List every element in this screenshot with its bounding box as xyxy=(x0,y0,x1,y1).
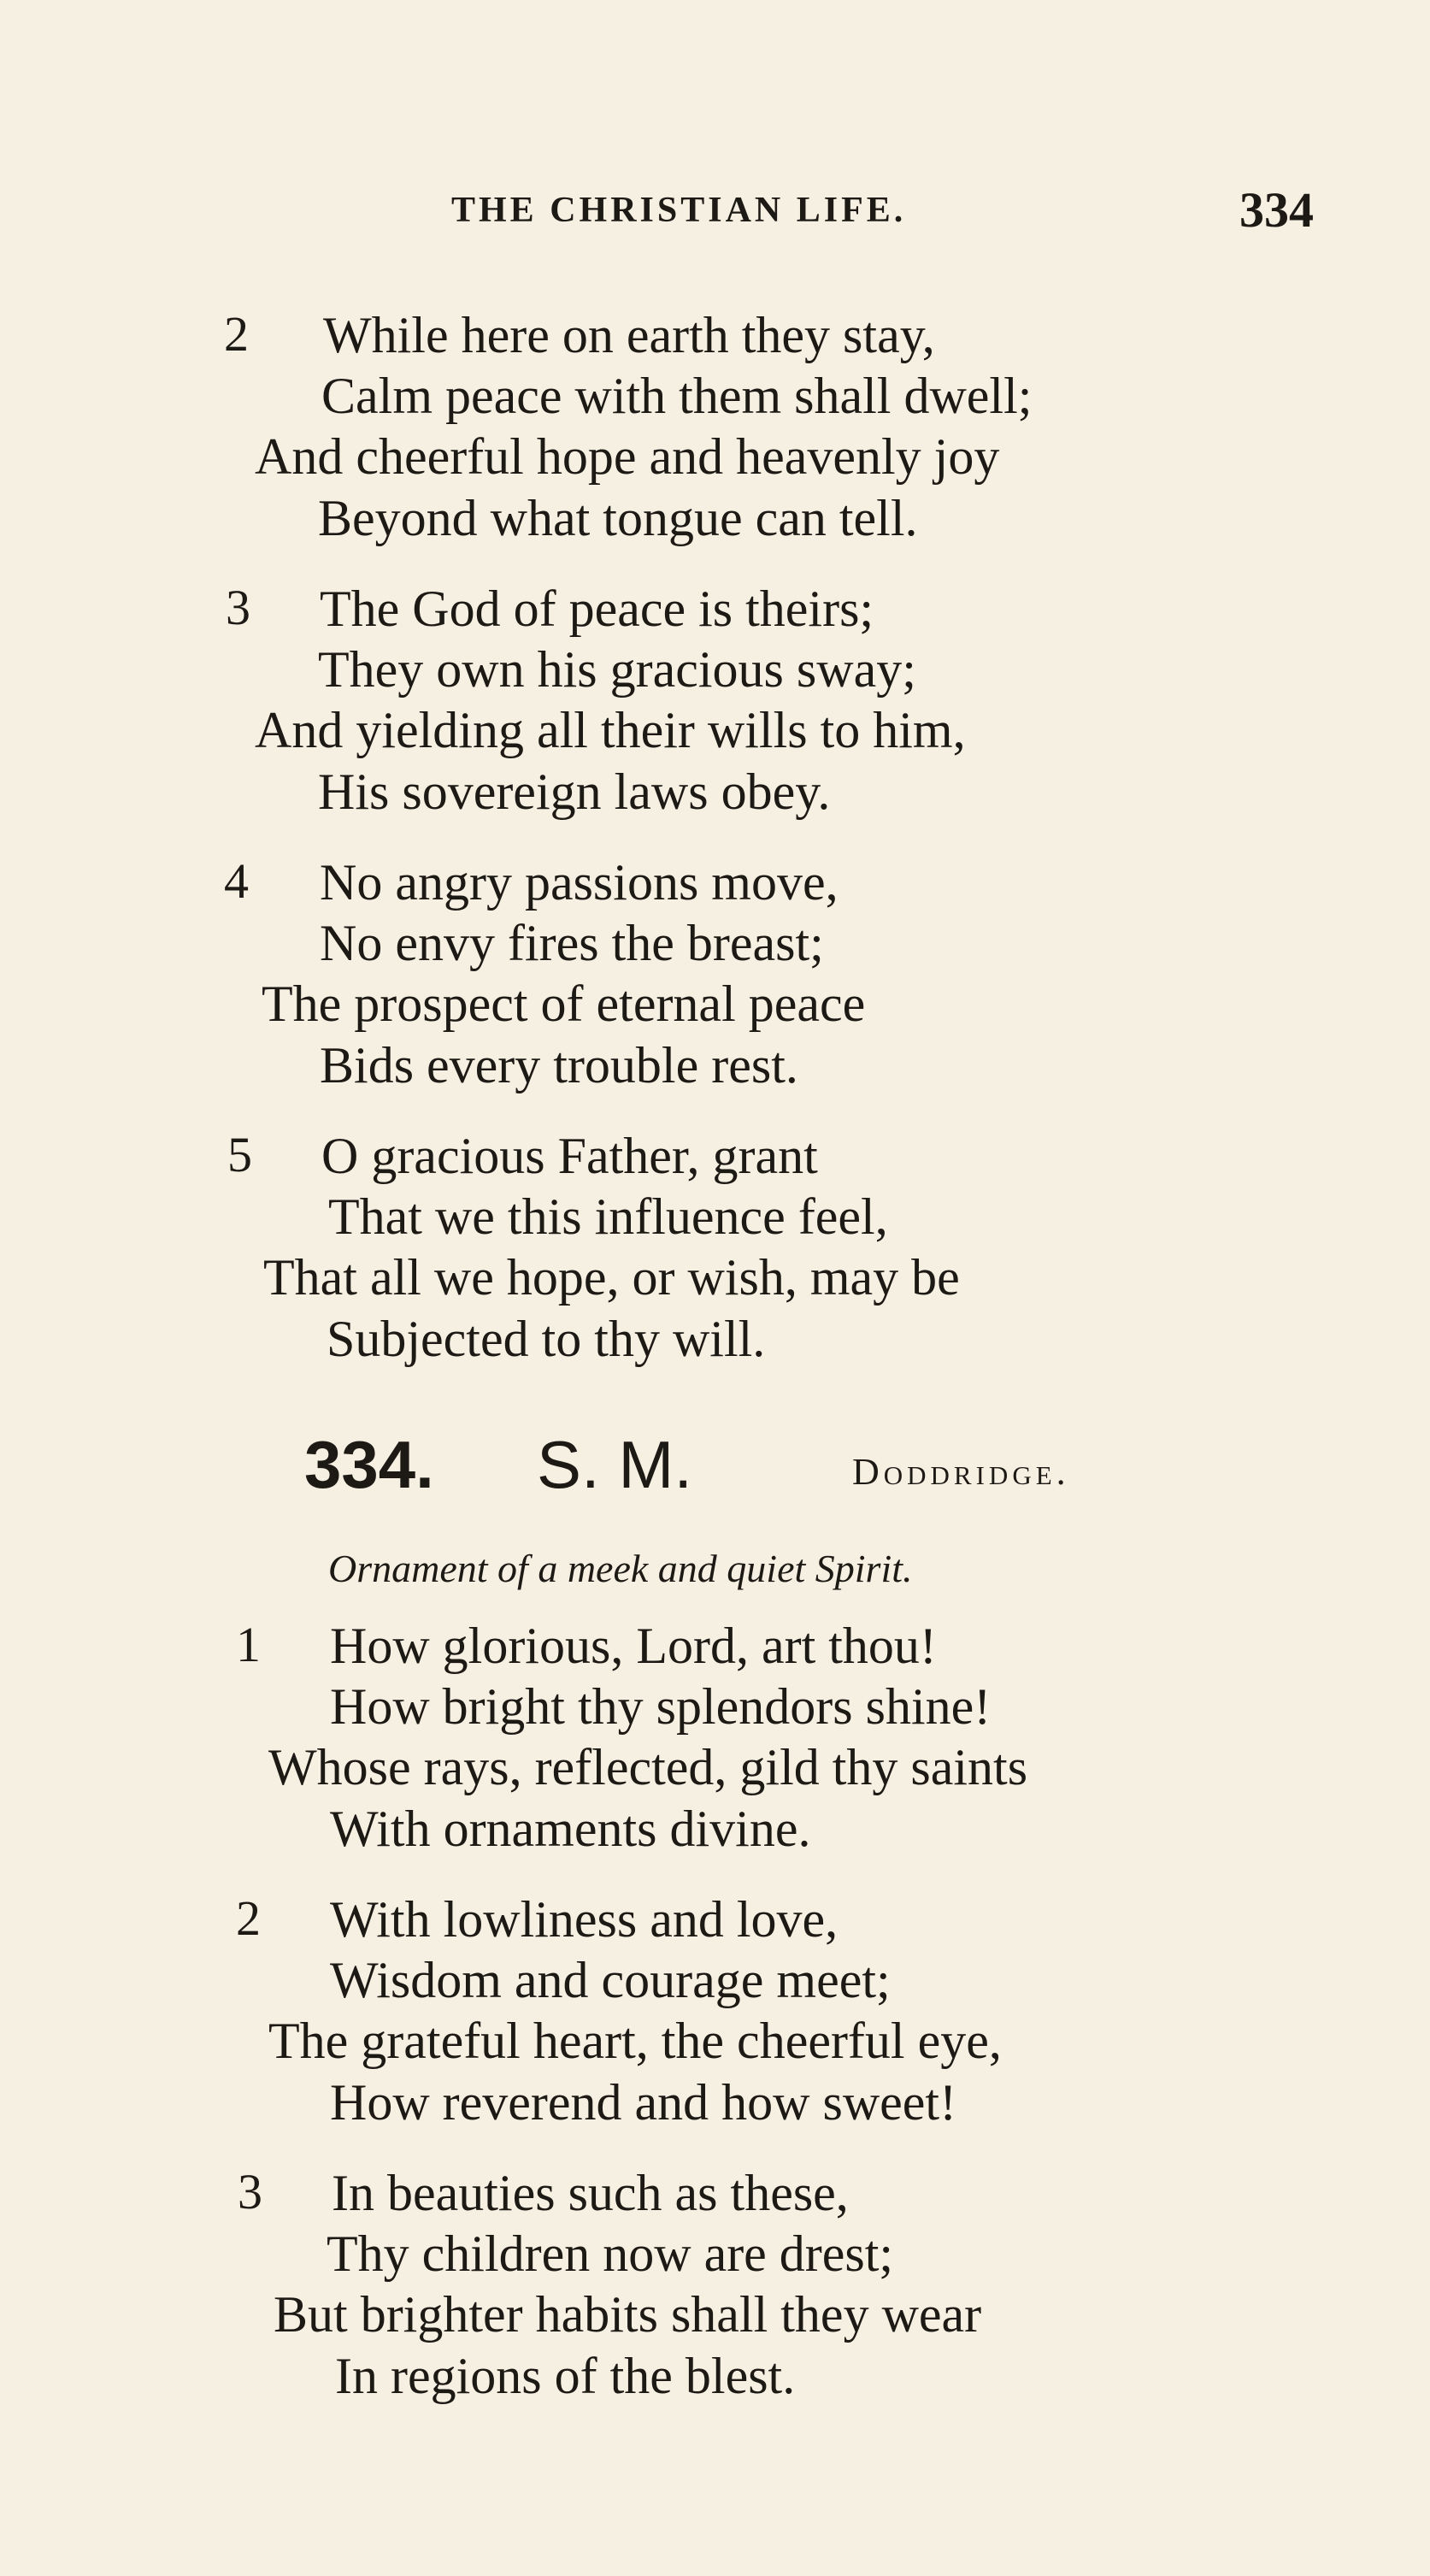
verse-number: 3 xyxy=(226,580,250,635)
verse-line: Bids every trouble rest. xyxy=(320,1037,798,1093)
verse-line: Beyond what tongue can tell. xyxy=(318,490,918,546)
verse-number: 3 xyxy=(238,2164,262,2219)
verse-line: No angry passions move, xyxy=(320,854,839,911)
verse-line: That we this influence feel, xyxy=(328,1188,888,1245)
hymn-number: 334. xyxy=(304,1427,434,1502)
verse-line: And yielding all their wills to him, xyxy=(255,702,966,758)
page-number: 334 xyxy=(1239,182,1314,238)
verse-line: Calm peace with them shall dwell; xyxy=(321,368,1033,424)
hymn-meter: S. M. xyxy=(537,1427,693,1502)
hymn-subtitle: Ornament of a meek and quiet Spirit. xyxy=(328,1547,913,1590)
verse-number: 4 xyxy=(224,853,249,909)
verse-line: In beauties such as these, xyxy=(332,2165,849,2221)
verse-line: And cheerful hope and heavenly joy xyxy=(255,428,1000,485)
verse-number: 1 xyxy=(236,1617,261,1672)
verse-number: 2 xyxy=(224,306,249,362)
verse-line: His sovereign laws obey. xyxy=(318,763,831,820)
verse-number: 5 xyxy=(227,1127,252,1182)
hymn-author: Doddridge. xyxy=(852,1451,1070,1493)
verse-line: But brighter habits shall they wear xyxy=(274,2286,982,2343)
verse-line: The grateful heart, the cheerful eye, xyxy=(268,2013,1002,2069)
verse-line: How bright thy splendors shine! xyxy=(330,1678,992,1735)
verse-line: The God of peace is theirs; xyxy=(320,581,874,637)
verse-line: Subjected to thy will. xyxy=(327,1311,766,1367)
verse-line: With ornaments divine. xyxy=(330,1801,811,1857)
verse-line: The prospect of eternal peace xyxy=(262,976,866,1032)
running-title: THE CHRISTIAN LIFE. xyxy=(451,191,907,230)
verse-line: Whose rays, reflected, gild thy saints xyxy=(268,1739,1028,1795)
verse-line: In regions of the blest. xyxy=(335,2348,796,2404)
verse-line: With lowliness and love, xyxy=(330,1891,839,1948)
verse-line: No envy fires the breast; xyxy=(320,915,824,971)
verse-line: Thy children now are drest; xyxy=(327,2225,894,2282)
verse-line: That all we hope, or wish, may be xyxy=(263,1249,960,1306)
hymn-heading xyxy=(0,1426,1430,1503)
verse-line: While here on earth they stay, xyxy=(323,307,935,363)
verse-number: 2 xyxy=(236,1890,261,1946)
verse-line: They own his gracious sway; xyxy=(318,641,916,698)
verse-line: O gracious Father, grant xyxy=(321,1128,818,1184)
verse-line: How glorious, Lord, art thou! xyxy=(330,1618,937,1674)
verse-line: How reverend and how sweet! xyxy=(330,2074,957,2131)
verse-line: Wisdom and courage meet; xyxy=(330,1952,891,2008)
